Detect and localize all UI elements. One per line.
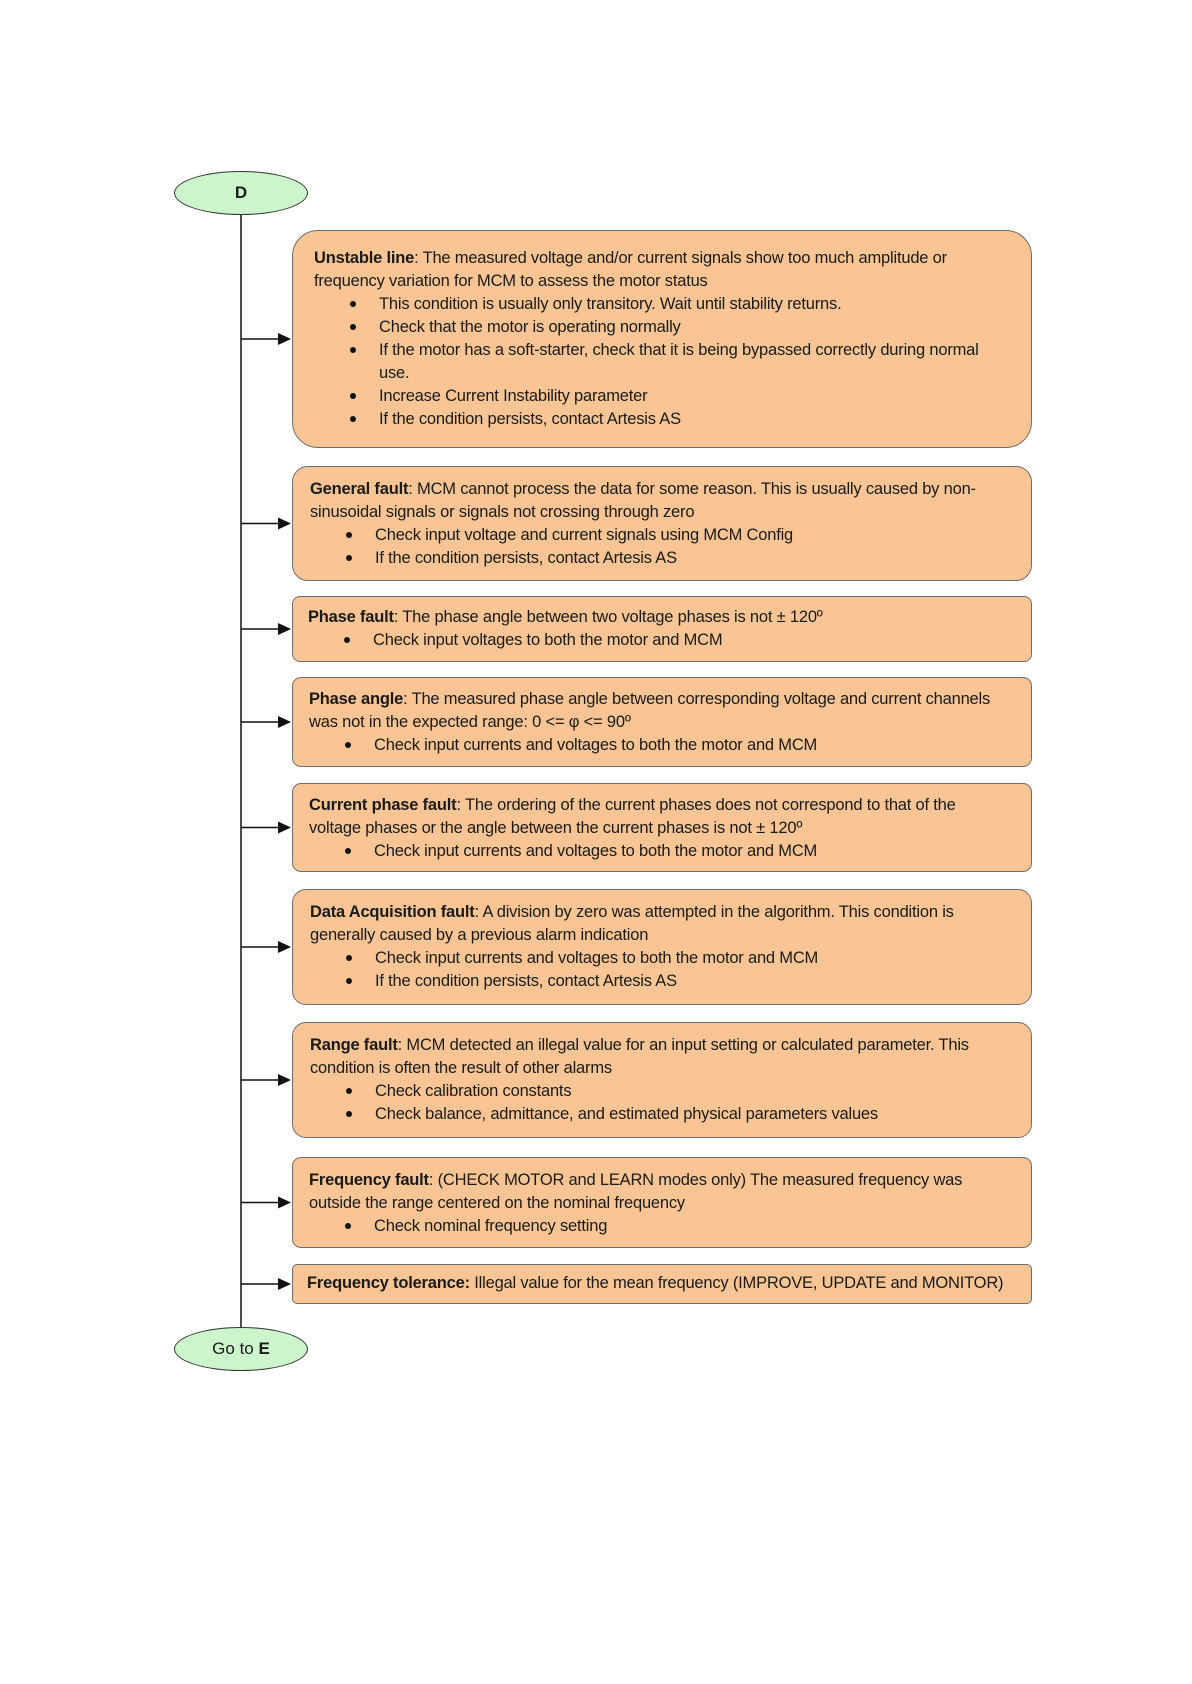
fault-description: : MCM cannot process the data for some reason. This is usually caused by non-sinusoidal signals or signals not crossing through zero — [310, 480, 976, 521]
fault-box-frequency-fault — [292, 1157, 1032, 1248]
fault-description: : (CHECK MOTOR and LEARN modes only) The measured frequency was outside the range centered on the nominal frequency — [309, 1171, 963, 1212]
fault-box-phase-fault — [292, 596, 1032, 662]
arrowhead-icon — [278, 1278, 291, 1290]
fault-box-range-fault — [292, 1022, 1032, 1138]
arrowhead-icon — [278, 822, 291, 834]
fault-action-item: Check input voltage and current signals using MCM Config — [375, 524, 1005, 547]
fault-title: Data Acquisition fault — [310, 903, 475, 921]
fault-action-item: Check that the motor is operating normally — [379, 316, 1005, 339]
fault-description: : The measured voltage and/or current signals show too much amplitude or frequency variation for MCM to assess the motor status — [314, 249, 947, 290]
fault-action-item: If the condition persists, contact Artesis AS — [375, 547, 1005, 570]
arrowhead-icon — [278, 623, 291, 635]
fault-description: : A division by zero was attempted in the algorithm. This condition is generally caused by a previous alarm indication — [310, 903, 954, 944]
fault-action-item: If the motor has a soft-starter, check that it is being bypassed correctly during normal use. — [379, 339, 1005, 385]
fault-box-frequency-tolerance — [292, 1264, 1032, 1304]
fault-description: : The ordering of the current phases does not correspond to that of the voltage phases or the angle between the current phases is not ± 120º — [309, 796, 956, 837]
fault-action-item: Check input voltages to both the motor and MCM — [373, 629, 1005, 652]
arrowhead-icon — [278, 333, 291, 345]
arrowhead-icon — [278, 941, 291, 953]
end-node-go-to-e — [174, 1327, 308, 1371]
arrowhead-icon — [278, 518, 291, 530]
fault-title: Frequency tolerance: — [307, 1274, 470, 1292]
fault-action-item: Check input currents and voltages to both the motor and MCM — [374, 734, 1005, 757]
fault-title: Range fault — [310, 1036, 398, 1054]
fault-title: Phase angle — [309, 690, 404, 708]
fault-box-unstable-line — [292, 230, 1032, 448]
fault-title: Unstable line — [314, 249, 415, 267]
fault-action-item: Check input currents and voltages to both the motor and MCM — [374, 840, 975, 863]
arrowhead-icon — [278, 716, 291, 728]
start-node-d — [174, 171, 308, 215]
start-node-label: D — [234, 183, 248, 202]
fault-description: : The measured phase angle between corresponding voltage and current channels was not in the expected range: 0 <= φ <= 90º — [309, 690, 991, 731]
arrowhead-icon — [278, 1197, 291, 1209]
fault-box-data-acquisition-fault — [292, 889, 1032, 1005]
fault-action-item: Check balance, admittance, and estimated physical parameters values — [375, 1103, 995, 1126]
fault-box-current-phase-fault — [292, 783, 1032, 872]
fault-action-item: Check nominal frequency setting — [374, 1215, 981, 1238]
fault-title: Current phase fault — [309, 796, 457, 814]
fault-box-phase-angle — [292, 677, 1032, 767]
fault-box-general-fault — [292, 466, 1032, 581]
arrowhead-icon — [278, 1074, 291, 1086]
fault-title: Phase fault — [308, 608, 394, 626]
fault-action-item: If the condition persists, contact Artesis AS — [375, 970, 991, 993]
fault-title: Frequency fault — [309, 1171, 429, 1189]
fault-action-item: Increase Current Instability parameter — [379, 385, 1005, 408]
fault-action-item: Check calibration constants — [375, 1080, 995, 1103]
fault-action-item: This condition is usually only transitory. Wait until stability returns. — [379, 293, 1005, 316]
fault-action-item: Check input currents and voltages to both the motor and MCM — [375, 947, 991, 970]
fault-title: General fault — [310, 480, 409, 498]
end-node-target: E — [258, 1339, 270, 1358]
fault-description: Illegal value for the mean frequency (IMPROVE, UPDATE and MONITOR) — [469, 1274, 1004, 1292]
fault-description: : The phase angle between two voltage phases is not ± 120º — [393, 608, 823, 626]
fault-action-item: If the condition persists, contact Artesis AS — [379, 408, 1005, 431]
end-node-prefix: Go to — [212, 1339, 259, 1358]
fault-description: : MCM detected an illegal value for an input setting or calculated parameter. This condition is often the result of other alarms — [310, 1036, 969, 1077]
